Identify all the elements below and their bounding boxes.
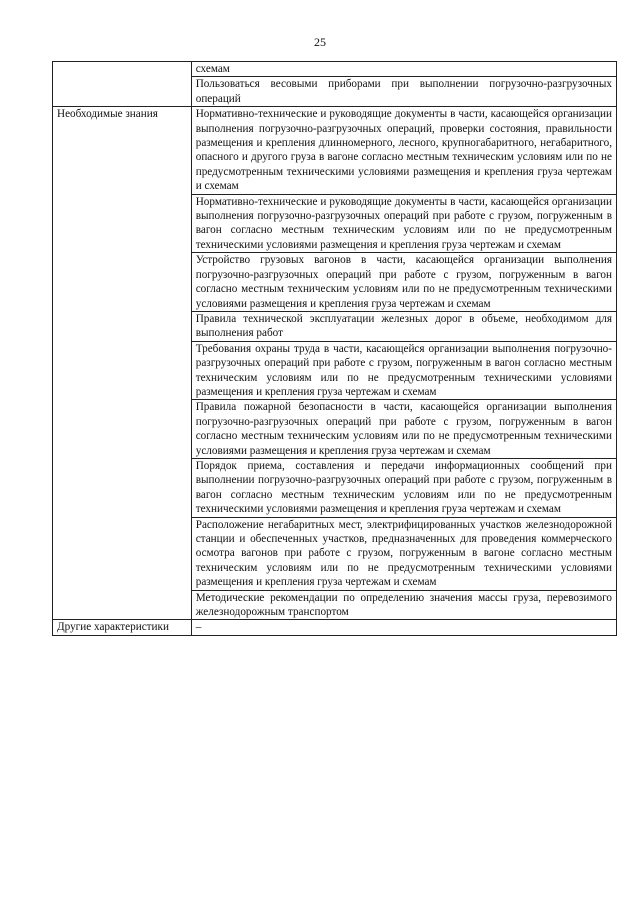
table-row bbox=[53, 62, 617, 77]
row-text: Правила пожарной безопасности в части, касающейся организации выполнения погрузочно-разгрузочных операций при работе с грузом, погруженным в вагон согласно местным техническим условиям или по не предусмотренным техническими условиями размещения и крепления груза чертежам и схемам bbox=[191, 400, 616, 459]
row-label bbox=[53, 62, 192, 107]
row-text: Порядок приема, составления и передачи информационных сообщений при выполнении погрузочно-разгрузочных операций при работе с грузом, погруженным в вагон согласно местным техническим условиям или по не предусмотренным техническими условиями размещения и крепления груза чертежам и схемам bbox=[191, 458, 616, 517]
row-text: Методические рекомендации по определению значения массы груза, перевозимого железнодорожным транспортом bbox=[191, 590, 616, 620]
table-row bbox=[53, 620, 617, 635]
row-label-required-knowledge: Необходимые знания bbox=[53, 107, 192, 620]
row-label-other-characteristics: Другие характеристики bbox=[53, 620, 192, 635]
row-text: Расположение негабаритных мест, электрифицированных участков железнодорожной станции и обеспеченных участков, предназначенных для проведения коммерческого осмотра вагонов при работе с грузом, погруженным в вагоне согласно местным техническим условиям или по не предусмотренным техническими условиями размещения и крепления груза чертежам и схемам bbox=[191, 517, 616, 590]
row-text: Нормативно-технические и руководящие документы в части, касающейся организации выполнения погрузочно-разгрузочных операций при работе с грузом, погруженным в вагон согласно местным техническим условиям или по не предусмотренным техническими условиями размещения и крепления груза чертежам и схемам bbox=[191, 194, 616, 253]
row-text: Правила технической эксплуатации железных дорог в объеме, необходимом для выполнения работ bbox=[191, 311, 616, 341]
page-number: 25 bbox=[314, 35, 326, 49]
table-row bbox=[53, 107, 617, 194]
row-text: – bbox=[191, 620, 616, 635]
row-text: Пользоваться весовыми приборами при выполнении погрузочно-разгрузочных операций bbox=[191, 77, 616, 107]
row-text: Устройство грузовых вагонов в части, касающейся организации выполнения погрузочно-разгрузочных операций при работе с грузом, погруженным в вагон согласно местным техническим условиям или по не предусмотренным техническими условиями размещения и крепления груза чертежам и схемам bbox=[191, 253, 616, 312]
competency-table bbox=[52, 61, 617, 636]
row-text: схемам bbox=[191, 62, 616, 77]
row-text: Нормативно-технические и руководящие документы в части, касающейся организации выполнения погрузочно-разгрузочных операций, проверки состояния, правильности размещения и крепления длинномерного, лесного, крупногабаритного, негабаритного, опасного и другого груза в вагоне согласно местным техническим условиям или по не предусмотренным техническими условиями размещения и крепления груза чертежам и схемам bbox=[191, 107, 616, 194]
row-text: Требования охраны труда в части, касающейся организации выполнения погрузочно-разгрузочных операций при работе с грузом, погруженным в вагон согласно местным техническим условиям или по не предусмотренным техническими условиями размещения и крепления груза чертежам и схемам bbox=[191, 341, 616, 400]
